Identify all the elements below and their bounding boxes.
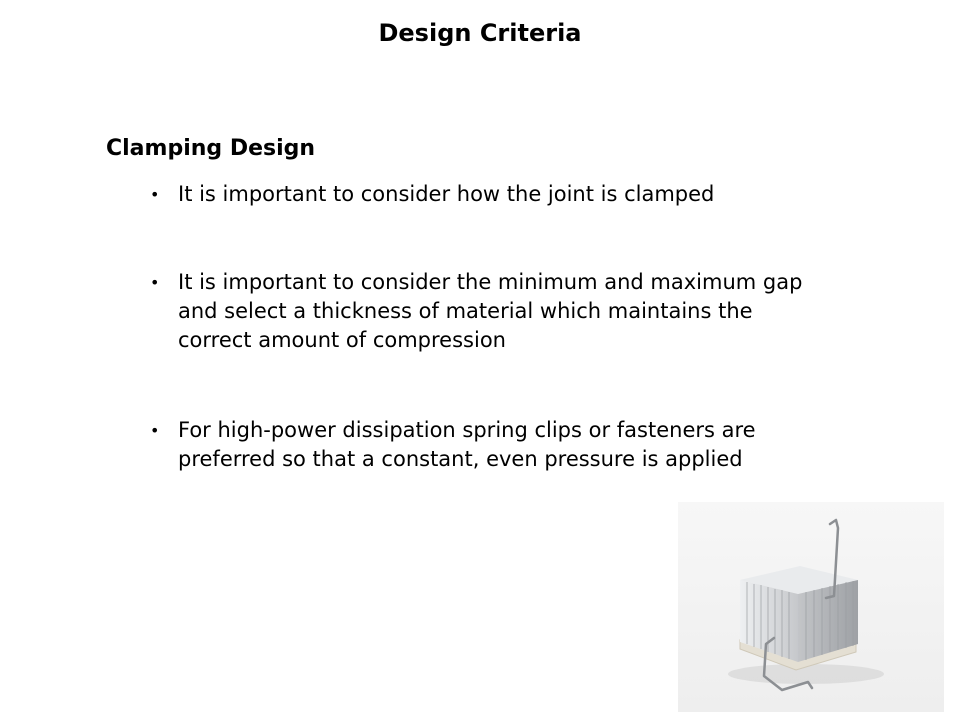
slide-title: Design Criteria [378, 19, 582, 47]
bullet-item [150, 268, 910, 355]
heatsink-illustration [678, 502, 944, 712]
heatsink-photo [678, 502, 944, 712]
section-heading: Clamping Design [106, 136, 316, 161]
bullet-text-line: and select a thickness of material which maintains the [178, 299, 753, 323]
bullet-text-line: For high-power dissipation spring clips or fasteners are [178, 418, 756, 442]
bullet-text-line: preferred so that a constant, even pressure is applied [178, 447, 743, 471]
bullet-text-line: It is important to consider how the joint is clamped [178, 182, 715, 206]
bullet-dot: • [150, 273, 160, 292]
bullet-item [150, 416, 910, 474]
bullet-text-line: It is important to consider the minimum and maximum gap [178, 270, 803, 294]
bullet-dot: • [150, 185, 160, 204]
bullet-dot: • [150, 421, 160, 440]
bullet-item [150, 180, 910, 209]
bullet-text-line: correct amount of compression [178, 328, 506, 352]
